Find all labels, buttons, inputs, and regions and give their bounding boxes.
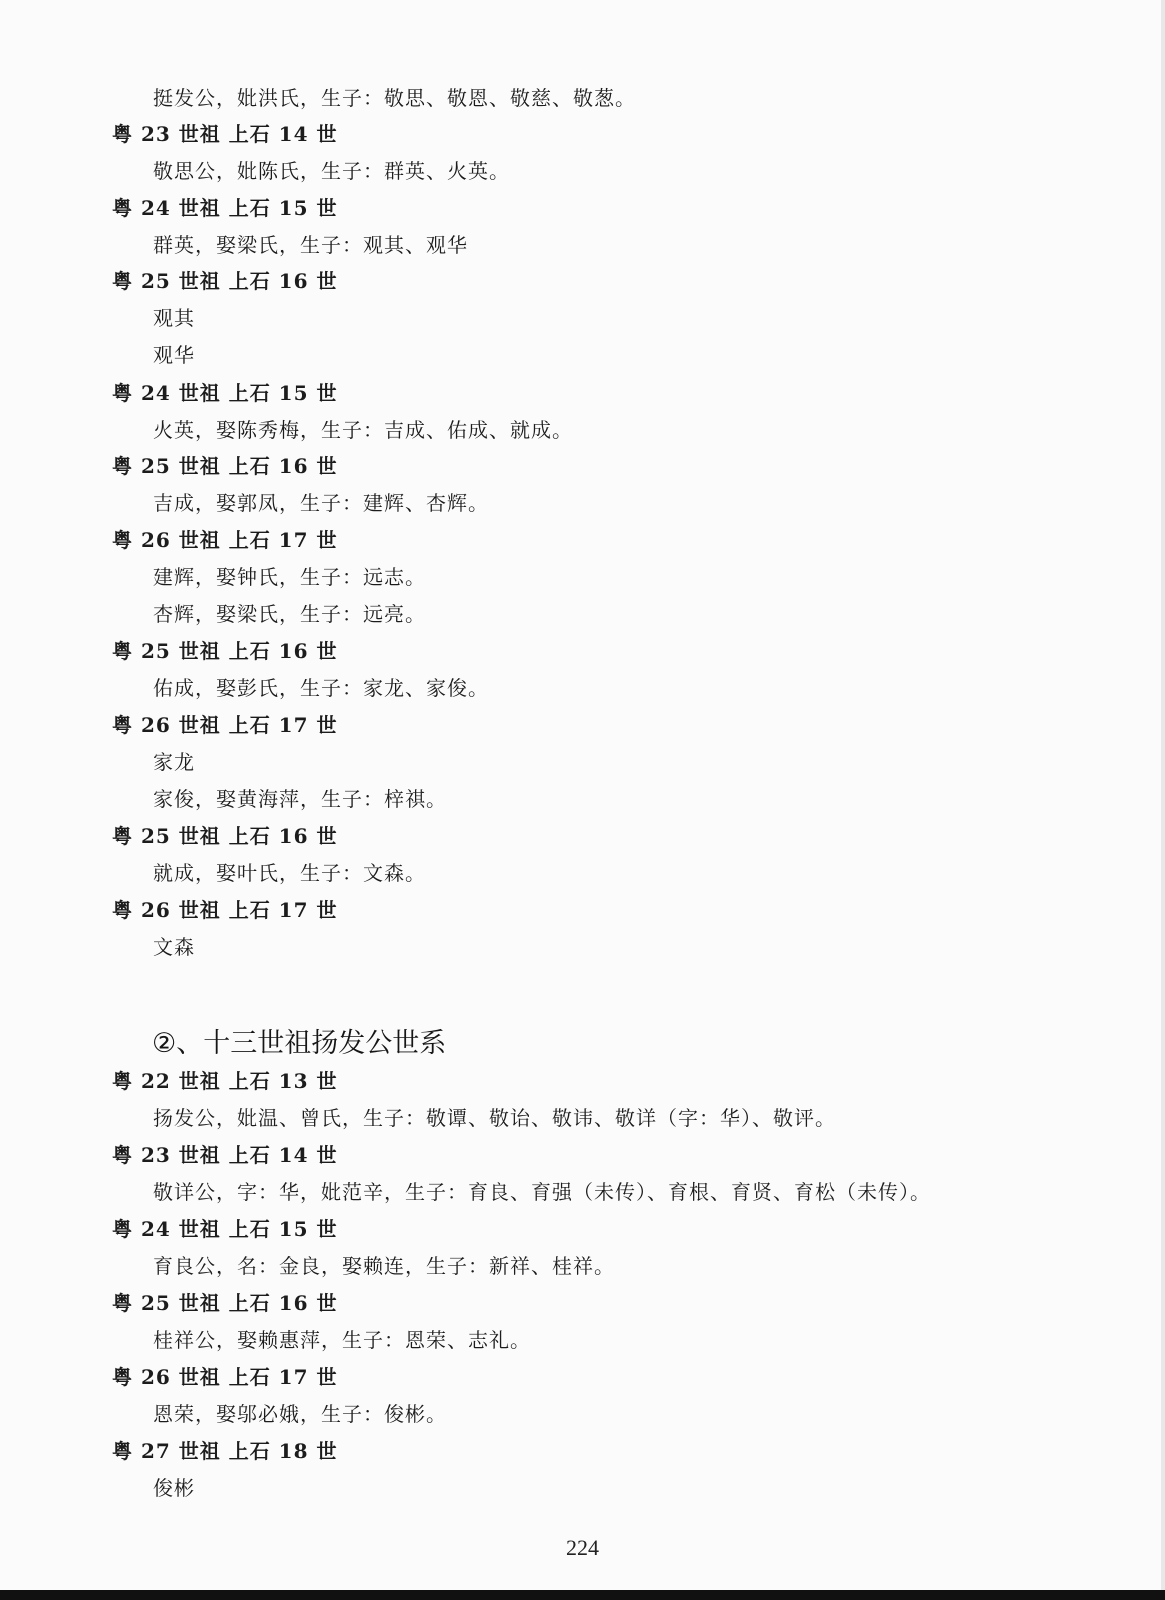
genealogy-entry: 佑成，娶彭氏，生子：家龙、家俊。 xyxy=(153,676,489,700)
genealogy-entry: 恩荣，娶邬必娥，生子：俊彬。 xyxy=(153,1402,447,1426)
generation-heading: 粤 25 世祖 上石 16 世 xyxy=(112,824,338,848)
genealogy-entry: 观华 xyxy=(153,343,195,367)
genealogy-entry: 桂祥公，娶赖惠萍，生子：恩荣、志礼。 xyxy=(153,1328,531,1352)
generation-heading: 粤 26 世祖 上石 17 世 xyxy=(112,1365,338,1389)
generation-heading: 粤 24 世祖 上石 15 世 xyxy=(112,381,338,405)
generation-heading: 粤 23 世祖 上石 14 世 xyxy=(112,122,338,146)
genealogy-entry: 建辉，娶钟氏，生子：远志。 xyxy=(153,565,426,589)
genealogy-entry: 敬思公，妣陈氏，生子：群英、火英。 xyxy=(153,159,510,183)
genealogy-entry: 家龙 xyxy=(153,750,195,774)
generation-heading: 粤 25 世祖 上石 16 世 xyxy=(112,1291,338,1315)
genealogy-entry: 观其 xyxy=(153,306,195,330)
generation-heading: 粤 26 世祖 上石 17 世 xyxy=(112,898,338,922)
genealogy-entry: 挺发公，妣洪氏，生子：敬思、敬恩、敬慈、敬葱。 xyxy=(153,86,636,110)
generation-heading: 粤 26 世祖 上石 17 世 xyxy=(112,528,338,552)
genealogy-entry: 文森 xyxy=(153,935,195,959)
generation-heading: 粤 22 世祖 上石 13 世 xyxy=(112,1069,338,1093)
scan-edge xyxy=(1161,0,1165,1600)
genealogy-entry: 敬详公，字：华，妣范辛，生子：育良、育强（未传）、育根、育贤、育松（未传）。 xyxy=(153,1180,931,1204)
generation-heading: 粤 25 世祖 上石 16 世 xyxy=(112,639,338,663)
section-title: ②、十三世祖扬发公世系 xyxy=(152,1028,447,1059)
genealogy-entry: 火英，娶陈秀梅，生子：吉成、佑成、就成。 xyxy=(153,418,573,442)
generation-heading: 粤 25 世祖 上石 16 世 xyxy=(112,269,338,293)
generation-heading: 粤 26 世祖 上石 17 世 xyxy=(112,713,338,737)
genealogy-entry: 育良公，名：金良，娶赖连，生子：新祥、桂祥。 xyxy=(153,1254,615,1278)
genealogy-entry: 群英，娶梁氏，生子：观其、观华 xyxy=(153,233,468,257)
generation-heading: 粤 27 世祖 上石 18 世 xyxy=(112,1439,338,1463)
genealogy-entry: 家俊，娶黄海萍，生子：梓祺。 xyxy=(153,787,447,811)
generation-heading: 粤 23 世祖 上石 14 世 xyxy=(112,1143,338,1167)
genealogy-entry: 就成，娶叶氏，生子：文森。 xyxy=(153,861,426,885)
generation-heading: 粤 25 世祖 上石 16 世 xyxy=(112,454,338,478)
generation-heading: 粤 24 世祖 上石 15 世 xyxy=(112,1217,338,1241)
scan-edge xyxy=(0,1590,1165,1600)
genealogy-entry: 扬发公，妣温、曾氏，生子：敬谭、敬诒、敬讳、敬详（字：华）、敬评。 xyxy=(153,1106,836,1130)
genealogy-entry: 俊彬 xyxy=(153,1476,195,1500)
genealogy-entry: 吉成，娶郭凤，生子：建辉、杏辉。 xyxy=(153,491,489,515)
generation-heading: 粤 24 世祖 上石 15 世 xyxy=(112,196,338,220)
page-number: 224 xyxy=(566,1535,599,1560)
genealogy-entry: 杏辉，娶梁氏，生子：远亮。 xyxy=(153,602,426,626)
